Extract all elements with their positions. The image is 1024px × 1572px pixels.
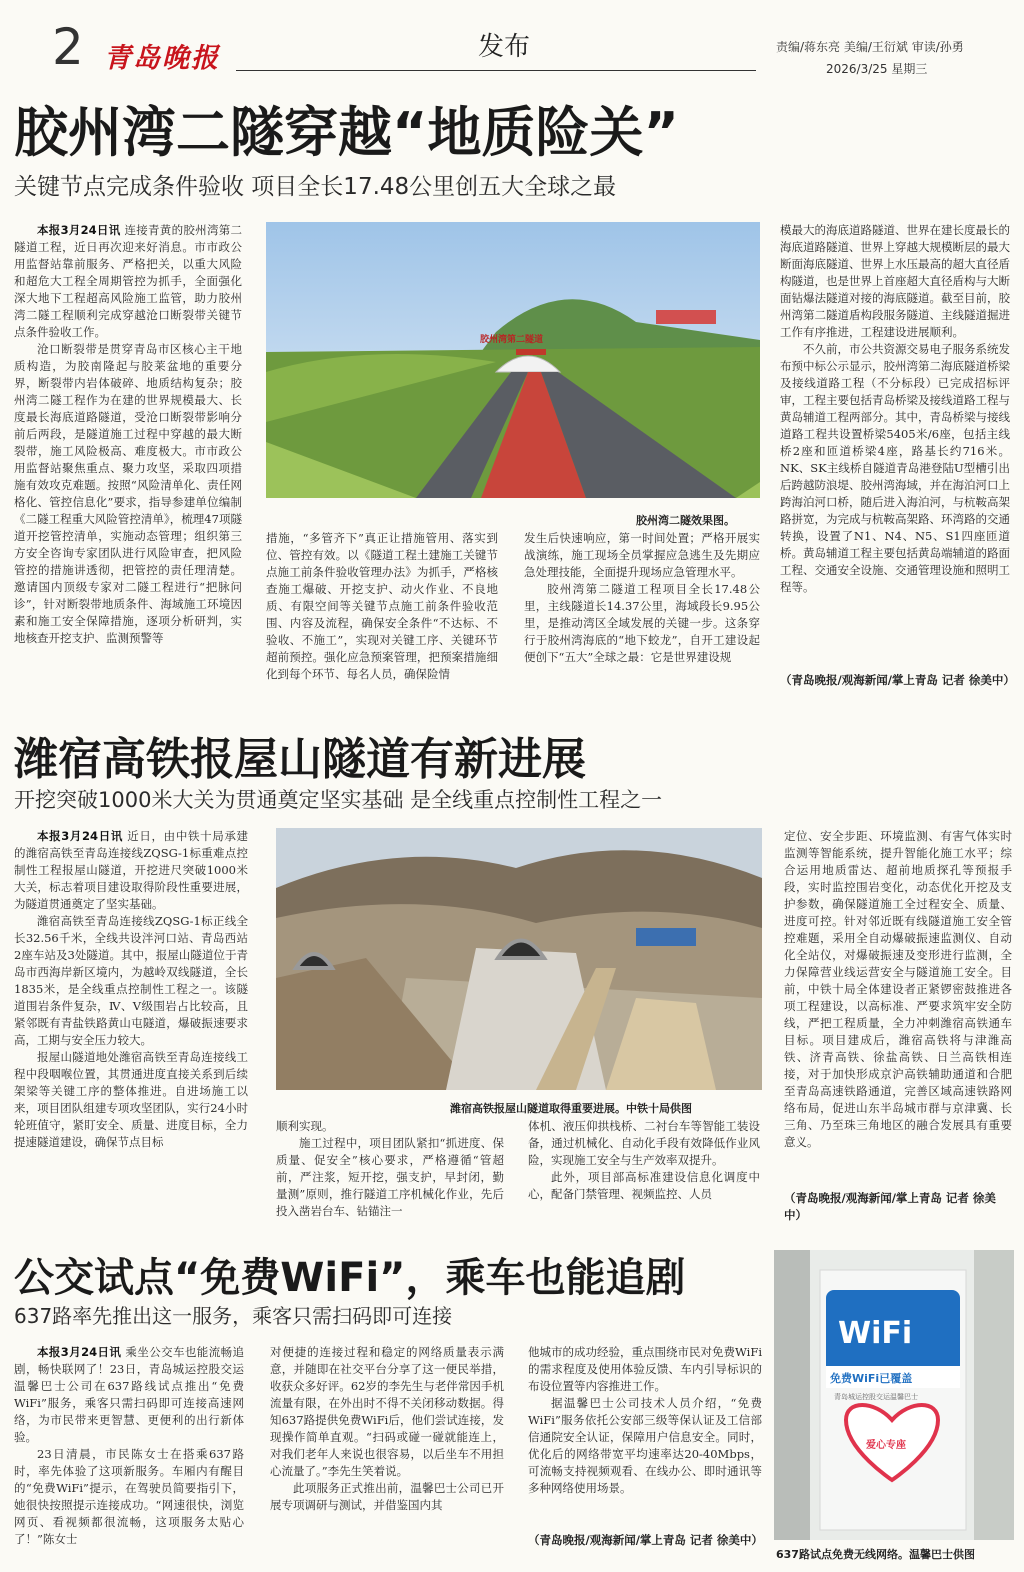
article1-lead-label: 本报3月24日讯 (37, 223, 121, 237)
article2-column-3 (528, 1118, 760, 1228)
article1-paragraph: 胶州湾第二隧道工程项目全长17.48公里，主线隧道长14.37公里，海域段长9.95公里，是推动湾区全域发展的关键一步。这条穿行于胶州湾海底的“地下蛟龙”，自开工建设起便创下“五大”全球之最：它是世界建设规 (524, 582, 760, 664)
editor-credits: 责编/蒋东亮 美编/王衍斌 审读/孙勇 (776, 40, 964, 54)
article2-paragraph: 此外，项目部高标准建设信息化调度中心，配备门禁管理、视频监控、人员 (528, 1170, 760, 1201)
article2-headline: 潍宿高铁报屋山隧道有新进展 (14, 734, 586, 785)
article3-column-1 (14, 1344, 244, 1568)
article2-photo-caption: 潍宿高铁报屋山隧道取得重要进展。中铁十局供图 (450, 1102, 692, 1115)
article2-paragraph: 顺利实现。 (276, 1119, 334, 1133)
heart-sticker-text: 爱心专座 (866, 1440, 906, 1451)
article1-paragraph: 连接青黄的胶州湾第二隧道工程，近日再次迎来好消息。市市政公用监督站靠前服务、严格把关，以重大风险和超危大工程全周期管控为抓手，全面强化深大地下工程超高风险施工监管，助力胶州湾二隧工程顺利完成穿越沧口断裂带关键节点条件验收工作。 (14, 223, 242, 339)
article3-paragraph: 23日清晨，市民陈女士在搭乘637路时，率先体验了这项新服务。车厢内有醒目的“免费WiFi”提示，在驾驶员简要指引下，她很快按照提示连接成功。“网速很快，浏览网页、看视频都很流畅，这项服务太贴心了！”陈女士 (14, 1447, 244, 1546)
article1-byline: （青岛晚报/观海新闻/掌上青岛 记者 徐美中） (780, 673, 1015, 687)
tunnel-rendering (266, 222, 760, 498)
article3-column-3 (528, 1344, 762, 1530)
article3-paragraph: 据温馨巴士公司技术人员介绍，“免费WiFi”服务依托公安部三级等保认证及工信部信通院安全认证，保障用户信息安全。同时，优化后的网络带宽平均速率达20-40Mbps，可流畅支持视频观看、在线办公、即时通讯等多种网络使用场景。 (528, 1396, 762, 1495)
article2-column-2 (276, 1118, 504, 1228)
article1-paragraph: 沧口断裂带是贯穿青岛市区核心主干地质构造，为胶南隆起与胶莱盆地的重要分界，断裂带内岩体破碎、地质结构复杂；胶州湾二隧工程作为在建的世界规模最大、长度最长海底道路隧道，受沧口断裂带影响分前后两段，是隧道施工过程中穿越的最大断裂带，施工风险极高、难度极大。市市政公用监督站聚焦重点、聚力攻坚，采取四项措施有效攻克难题。按照“风险清单化、责任网格化、管控信息化”要求，指导参建单位编制《二隧工程重大风险管控清单》，梳理47项隧道开挖管控清单，实施动态管理；组织第三方安全咨询专家团队进行风险审查，把风险管控的措施讲透彻，把管控的责任理清楚。邀请国内顶级专家对二隧工程进行“把脉问诊”，针对断裂带地质条件、海域施工环境因素和施工安全保障措施，逐项分析研判，实地核查开挖支护、监测预警等 (14, 342, 242, 645)
article2-paragraph: 潍宿高铁至青岛连接线ZQSG-1标正线全长32.56千米，全线共设泮河口站、青岛西站2座车站及3处隧道。其中，报屋山隧道位于青岛市西海岸新区境内，为越岭双线隧道，全长1835米，是全线重点控制性工程之一。该隧道围岩条件复杂，Ⅳ、Ⅴ级围岩占比较高，且紧邻既有青盐铁路黄山屯隧道，爆破振速要求高，工期与安全压力较大。 (14, 914, 248, 1047)
article3-photo (774, 1250, 1014, 1540)
article1-photo-caption: 胶州湾二隧效果图。 (636, 514, 735, 527)
wifi-sticker-company: 青岛城运控股交运温馨巴士 (834, 1393, 918, 1401)
article1-column-1 (14, 222, 242, 710)
article2-subhead: 开挖突破1000米大关为贯通奠定坚实基础 是全线重点控制性工程之一 (14, 788, 663, 812)
article2-column-1 (14, 828, 248, 1228)
issue-date: 2026/3/25 星期三 (826, 62, 928, 76)
article2-paragraph: 体机、液压仰拱栈桥、二衬台车等智能工装设备，通过机械化、自动化手段有效降低作业风险，实现施工安全与生产效率双提升。 (528, 1119, 760, 1167)
article3-paragraph: 对便捷的连接过程和稳定的网络质量表示满意，并随即在社交平台分享了这一便民举措，收获众多好评。62岁的李先生与老伴常因手机流量有限，在外出时不得不关闭移动数据。得知637路提供免费WiFi后，他们尝试连接，发现操作简单直观。“扫码或碰一碰就能连上，对我们老年人来说也很容易，以后坐车不用担心流量了。”李先生笑着说。 (270, 1345, 504, 1478)
masthead (0, 0, 1024, 86)
article1-paragraph: 不久前，市公共资源交易电子服务系统发布预中标公示显示，胶州湾第二海底隧道桥梁及接线道路工程（不分标段）已完成招标评审，工程主要包括青岛桥梁及接线道路工程与黄岛辅道工程两部分。其中，青岛桥梁与接线道路工程共设置桥梁5405米/6座，包括主线桥2座和匝道桥梁4座，路基长约716米。NK、SK主线桥自隧道青岛港登陆U型槽引出后跨越防浪堤、胶州湾海域，并在海泊河口上跨海泊河口桥，随后进入海泊河，与杭鞍高架路拼宽，为完成与杭鞍高架路、环湾路的交通转换，设置了N1、N4、N5、S1四座匝道桥。黄岛辅道工程主要包括黄岛端辅道的路面工程、交通安全设施、交通管理设施和照明工程等。 (780, 342, 1010, 594)
article3-paragraph: 乘坐公交车也能流畅追剧，畅快联网了！23日，青岛城运控股交运温馨巴士公司在637路线试点推出“免费WiFi”服务，乘客只需扫码即可连接高速网络，为市民带来更智慧、更便利的出行新体验。 (14, 1345, 244, 1444)
article3-lead-label: 本报3月24日讯 (37, 1345, 122, 1359)
article2-paragraph: 施工过程中，项目团队紧扣“抓进度、保质量、促安全”核心要求，严格遵循“管超前，严注浆，短开挖，强支护，早封闭，勤量测”原则，推行隧道工序机械化作业，先后投入凿岩台车、钻锚注一 (276, 1136, 504, 1218)
article1-paragraph: 模最大的海底道路隧道、世界在建长度最长的海底道路隧道、世界上穿越大规模断层的最大断面海底隧道、世界上水压最高的超大直径盾构隧道，也是世界上首座超大直径盾构与大断面钻爆法隧道对接的海底隧道。截至目前，胶州湾第二隧道盾构段服务隧道、主线隧道掘进工作有序推进，工程建设进展顺利。 (780, 223, 1010, 339)
tunnel-site-photo (276, 828, 762, 1090)
article1-column-4 (780, 222, 1010, 672)
article3-headline: 公交试点“免费WiFi”，乘车也能追剧 (14, 1255, 686, 1301)
article3-column-2 (270, 1344, 504, 1568)
article1-subhead: 关键节点完成条件验收 项目全长17.48公里创五大全球之最 (14, 174, 617, 200)
article1-photo (266, 222, 760, 498)
article2-lead-label: 本报3月24日讯 (37, 829, 123, 843)
article1-paragraph: 发生后快速响应，第一时间处置；严格开展实战演练，施工现场全员掌握应急逃生及先期应急处理技能，全面提升现场应急管理水平。 (524, 531, 760, 579)
article3-photo-caption: 637路试点免费无线网络。温馨巴士供图 (776, 1548, 975, 1561)
section-title: 发布 (478, 32, 531, 62)
article2-paragraph: 报屋山隧道地处潍宿高铁至青岛连接线工程中段咽喉位置，其贯通进度直接关系到后续架梁等关键工序的整体推进。自进场施工以来，项目团队组建专项攻坚团队，实行24小时轮班值守，紧盯安全、质量、进度目标，全力提速隧道建设，确保节点目标 (14, 1050, 248, 1149)
wifi-sticker-text: WiFi (838, 1316, 913, 1351)
article2-column-4 (784, 828, 1012, 1186)
article1-column-3 (524, 530, 760, 710)
masthead-rule (236, 70, 756, 71)
article1-headline: 胶州湾二隧穿越“地质险关” (14, 101, 679, 164)
article2-byline: （青岛晚报/观海新闻/掌上青岛 记者 徐美中） (784, 1191, 996, 1222)
article2-paragraph: 近日，由中铁十局承建的潍宿高铁至青岛连接线ZQSG-1标重难点控制性工程报屋山隧道，开挖进尺突破1000米大关，标志着项目建设取得阶段性重要进展，为隧道贯通奠定了坚实基础。 (14, 829, 248, 911)
page-number: 2 (52, 18, 84, 76)
article3-paragraph: 他城市的成功经验，重点围绕市民对免费WiFi的需求程度及使用体验反馈、车内引导标识的布设位置等内容推进工作。 (528, 1345, 762, 1393)
wifi-sticker-label: 免费WiFi已覆盖 (830, 1372, 913, 1385)
article3-byline: （青岛晚报/观海新闻/掌上青岛 记者 徐美中） (528, 1533, 763, 1547)
tunnel-sign: 胶州湾第二隧道 (480, 335, 544, 345)
article2-paragraph: 定位、安全步距、环境监测、有害气体实时监测等智能系统，提升智能化施工水平；综合运用地质雷达、超前地质探孔等预报手段，实时监控围岩变化，动态优化开挖及支护参数，确保隧道施工全过程安全、质量、进度可控。针对邻近既有线隧道施工安全管控难题，采用全自动爆破振速监测仪、自动化全站仪，对爆破振速及变形进行监测，全力保障营业线运营安全与隧道施工安全。目前，中铁十局全体建设者正紧锣密鼓推进各项工程建设，以高标准、严要求筑牢安全防线，严把工程质量，全力冲刺潍宿高铁通车目标。项目建成后，潍宿高铁将与津潍高铁、济青高铁、徐盐高铁、日兰高铁相连接，对于加快形成京沪高铁辅助通道和合肥至青岛高速铁路通道，完善区域高速铁路网络布局，促进山东半岛城市群与京津冀、长三角、乃至珠三角地区的融合发展具有重要意义。 (784, 829, 1012, 1149)
article3-subhead: 637路率先推出这一服务，乘客只需扫码即可连接 (14, 1304, 453, 1328)
article1-paragraph: 措施，“多管齐下”真正让措施管用、落实到位、管控有效。以《隧道工程土建施工关键节点施工前条件验收管理办法》为抓手，严格核查施工爆破、开挖支护、动火作业、不良地质、有限空间等关键节点施工前条件验收范围、内容及流程，确保安全条件“不达标、不验收、不施工”，实现对关键工序、关键环节超前预控。强化应急预案管理，把预案措施细化到每个环节、每名人员，确保险情 (266, 531, 498, 681)
article1-column-2 (266, 530, 498, 710)
article2-photo (276, 828, 762, 1090)
article3-paragraph: 此项服务正式推出前，温馨巴士公司已开展专项调研与测试，并借鉴国内其 (270, 1481, 504, 1512)
paper-logo: 青岛晚报 (104, 43, 220, 74)
